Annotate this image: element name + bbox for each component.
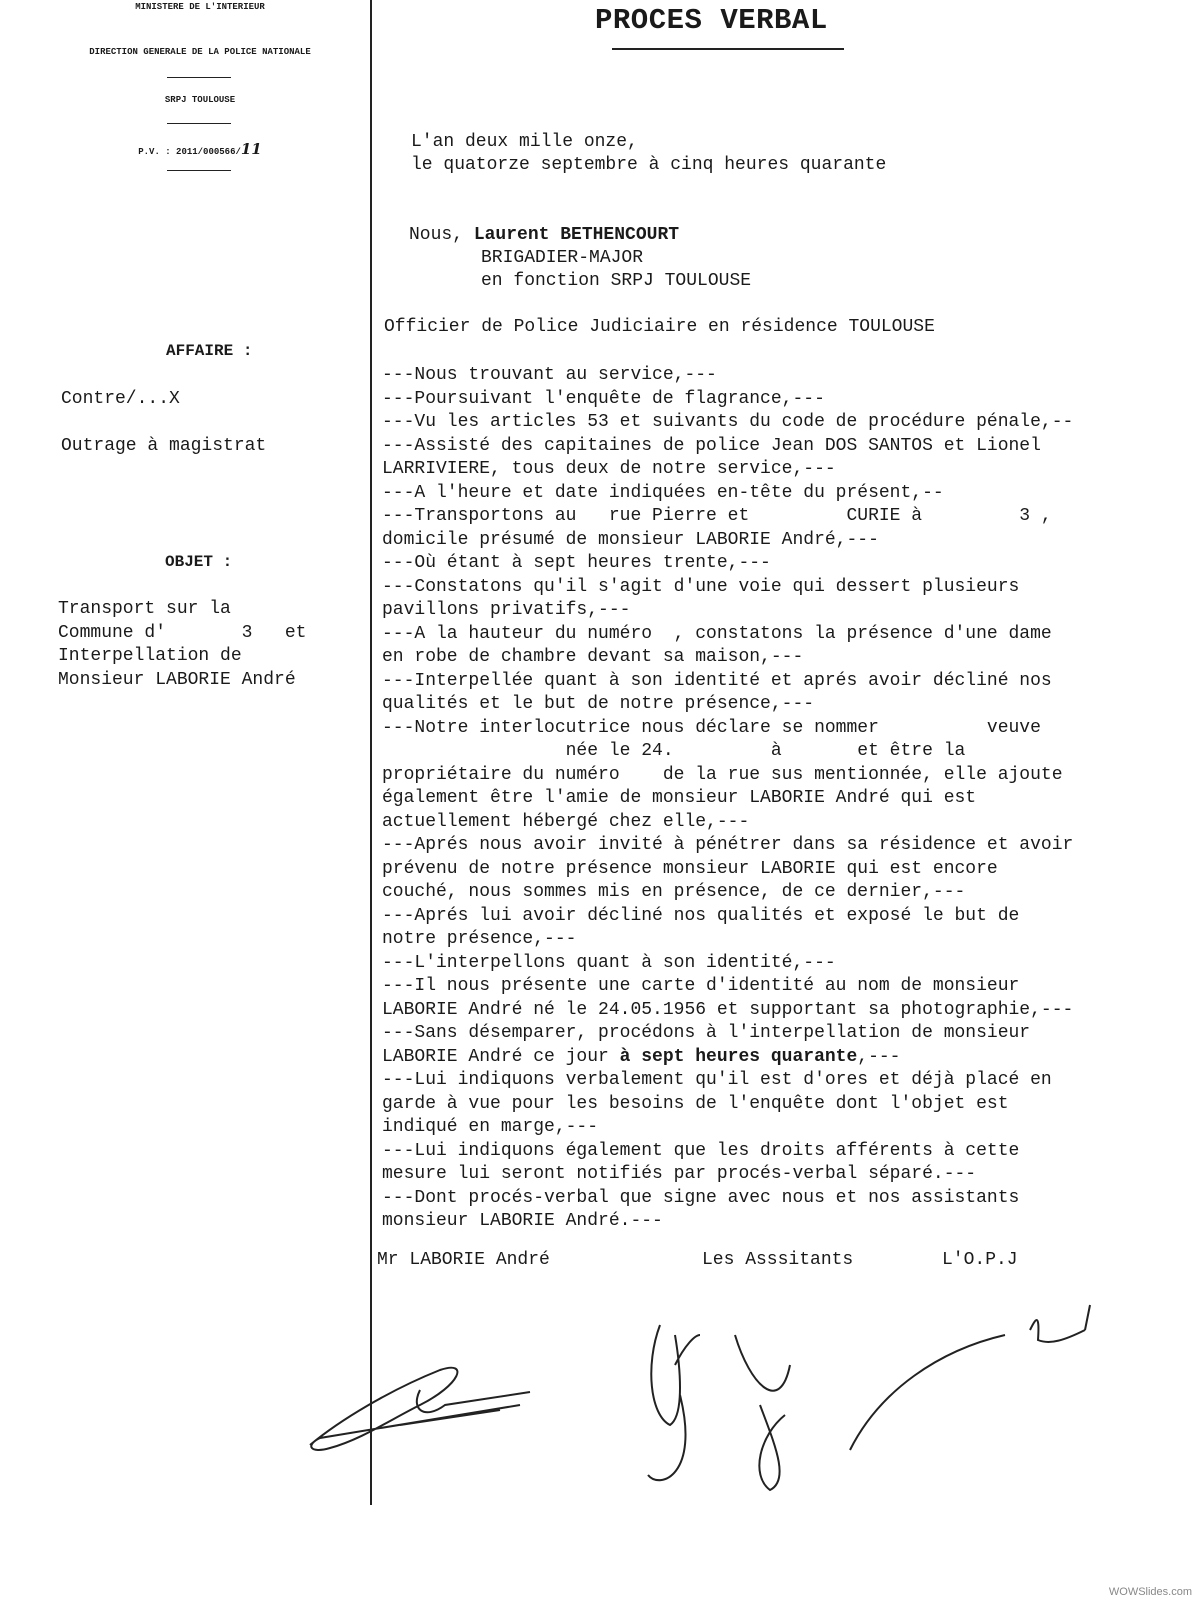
body-line: couché, nous sommes mis en présence, de ce dernier,--- (382, 882, 966, 902)
body-line: ---A l'heure et date indiquées en-tête du présent,-- (382, 482, 944, 503)
objet-line: Monsieur LABORIE André (58, 669, 296, 690)
ministry-label: MINISTERE DE L'INTERIEUR (135, 2, 265, 12)
objet-line: Transport sur la (58, 599, 231, 619)
body-line: propriétaire du numéro de la rue sus mentionnée, elle ajoute (382, 764, 1063, 785)
objet-label: OBJET : (165, 553, 233, 571)
body-line: ---Poursuivant l'enquête de flagrance,--- (382, 388, 825, 409)
body-line: notre présence,--- (382, 929, 577, 949)
objet-line: Commune d' 3 et (58, 622, 307, 643)
body-line: LABORIE André né le 24.05.1956 et supportant sa photographie,--- (382, 999, 1074, 1020)
body-line: ---Lui indiquons verbalement qu'il est d'ores et déjà placé en (382, 1070, 1052, 1090)
body-line: LARRIVIERE, tous deux de notre service,--- (382, 459, 836, 479)
body-line: ---Aprés lui avoir décliné nos qualités et exposé le but de (382, 905, 1020, 926)
objet-block (58, 598, 306, 692)
date-line-2: le quatorze septembre à cinq heures quarante (411, 155, 887, 175)
body-line: en robe de chambre devant sa maison,--- (382, 647, 804, 667)
officer-name: Laurent BETHENCOURT (473, 225, 680, 245)
signature-opj (840, 1300, 1100, 1460)
body-line-segment: LABORIE André ce jour (382, 1046, 620, 1067)
signature-laborie (300, 1350, 540, 1460)
body-line: ---A la hauteur du numéro , constatons la présence d'une dame (382, 623, 1052, 644)
body-line: ---Interpellée quant à son identité et aprés avoir décliné nos (382, 670, 1052, 691)
body-line: ---Sans désemparer, procédons à l'interpellation de monsieur (382, 1023, 1031, 1043)
officer-function: en fonction SRPJ TOULOUSE (481, 271, 752, 291)
body-line: ---Il nous présente une carte d'identité au nom de monsieur (382, 976, 1020, 996)
body-line: ---Vu les articles 53 et suivants du code de procédure pénale,-- (382, 412, 1074, 432)
body-line: également être l'amie de monsieur LABORIE André qui est (382, 788, 977, 808)
signature-label-right: L'O.P.J (942, 1250, 1018, 1270)
officer-line (409, 225, 679, 245)
body-line: ---Constatons qu'il s'agit d'une voie qui dessert plusieurs (382, 576, 1020, 597)
body-line: qualités et le but de notre présence,--- (382, 694, 815, 714)
body-line: ---L'interpellons quant à son identité,--- (382, 952, 836, 973)
affaire-line: Contre/...X (61, 389, 180, 409)
direction-label: DIRECTION GENERALE DE LA POLICE NATIONALE (89, 47, 311, 57)
body-line: indiqué en marge,--- (382, 1117, 599, 1137)
objet-line: Interpellation de (58, 646, 242, 666)
body-line: actuellement hébergé chez elle,--- (382, 811, 750, 832)
body-line: pavillons privatifs,--- (382, 600, 631, 620)
watermark: WOWSlides.com (1108, 1586, 1192, 1598)
body-line: née le 24. à et être la (382, 741, 966, 761)
body-line (382, 1046, 1073, 1070)
divider (167, 123, 231, 124)
officer-rank: BRIGADIER-MAJOR (481, 248, 644, 268)
body-line: ---Où étant à sept heures trente,--- (382, 553, 771, 573)
officer-qualification: Officier de Police Judiciaire en résidence TOULOUSE (384, 317, 935, 337)
body-line: ---Aprés nous avoir invité à pénétrer dans sa résidence et avoir (382, 835, 1074, 855)
signature-label-left: Mr LABORIE André (377, 1250, 550, 1270)
date-line-1: L'an deux mille onze, (411, 132, 638, 152)
pv-handwritten: 11 (240, 140, 262, 158)
body-text (382, 364, 1073, 1234)
signature-assistants (640, 1305, 810, 1495)
affaire-line: Outrage à magistrat (61, 436, 267, 456)
officer-intro: Nous, (409, 225, 474, 245)
body-line: ---Dont procés-verbal que signe avec nous et nos assistants (382, 1187, 1020, 1208)
page-title: PROCES VERBAL (595, 4, 828, 37)
bold-time-text: à sept heures quarante (619, 1046, 858, 1067)
body-line: ---Lui indiquons également que les droits afférents à cette (382, 1140, 1020, 1161)
body-line-segment: ,--- (857, 1046, 901, 1067)
signature-label-middle: Les Asssitants (702, 1250, 854, 1270)
body-line: ---Assisté des capitaines de police Jean DOS SANTOS et Lionel (382, 435, 1041, 456)
divider (167, 77, 231, 78)
body-line: ---Notre interlocutrice nous déclare se nommer veuve (382, 717, 1041, 738)
affaire-label: AFFAIRE : (166, 342, 253, 360)
margin-divider-line (370, 0, 372, 1505)
body-line: mesure lui seront notifiés par procés-verbal séparé.--- (382, 1164, 977, 1184)
divider (167, 170, 231, 171)
body-line: monsieur LABORIE André.--- (382, 1211, 663, 1231)
body-line: ---Transportons au rue Pierre et CURIE à 3 , (382, 506, 1052, 526)
body-line: prévenu de notre présence monsieur LABORIE qui est encore (382, 858, 998, 879)
pv-number-text: P.V. : 2011/000566/ (138, 147, 241, 157)
body-line: garde à vue pour les besoins de l'enquête dont l'objet est (382, 1093, 1009, 1114)
body-line: ---Nous trouvant au service,--- (382, 365, 717, 385)
body-line: domicile présumé de monsieur LABORIE André,--- (382, 529, 879, 550)
service-label: SRPJ TOULOUSE (164, 95, 236, 105)
title-underline (612, 48, 844, 50)
pv-number (30, 140, 370, 158)
